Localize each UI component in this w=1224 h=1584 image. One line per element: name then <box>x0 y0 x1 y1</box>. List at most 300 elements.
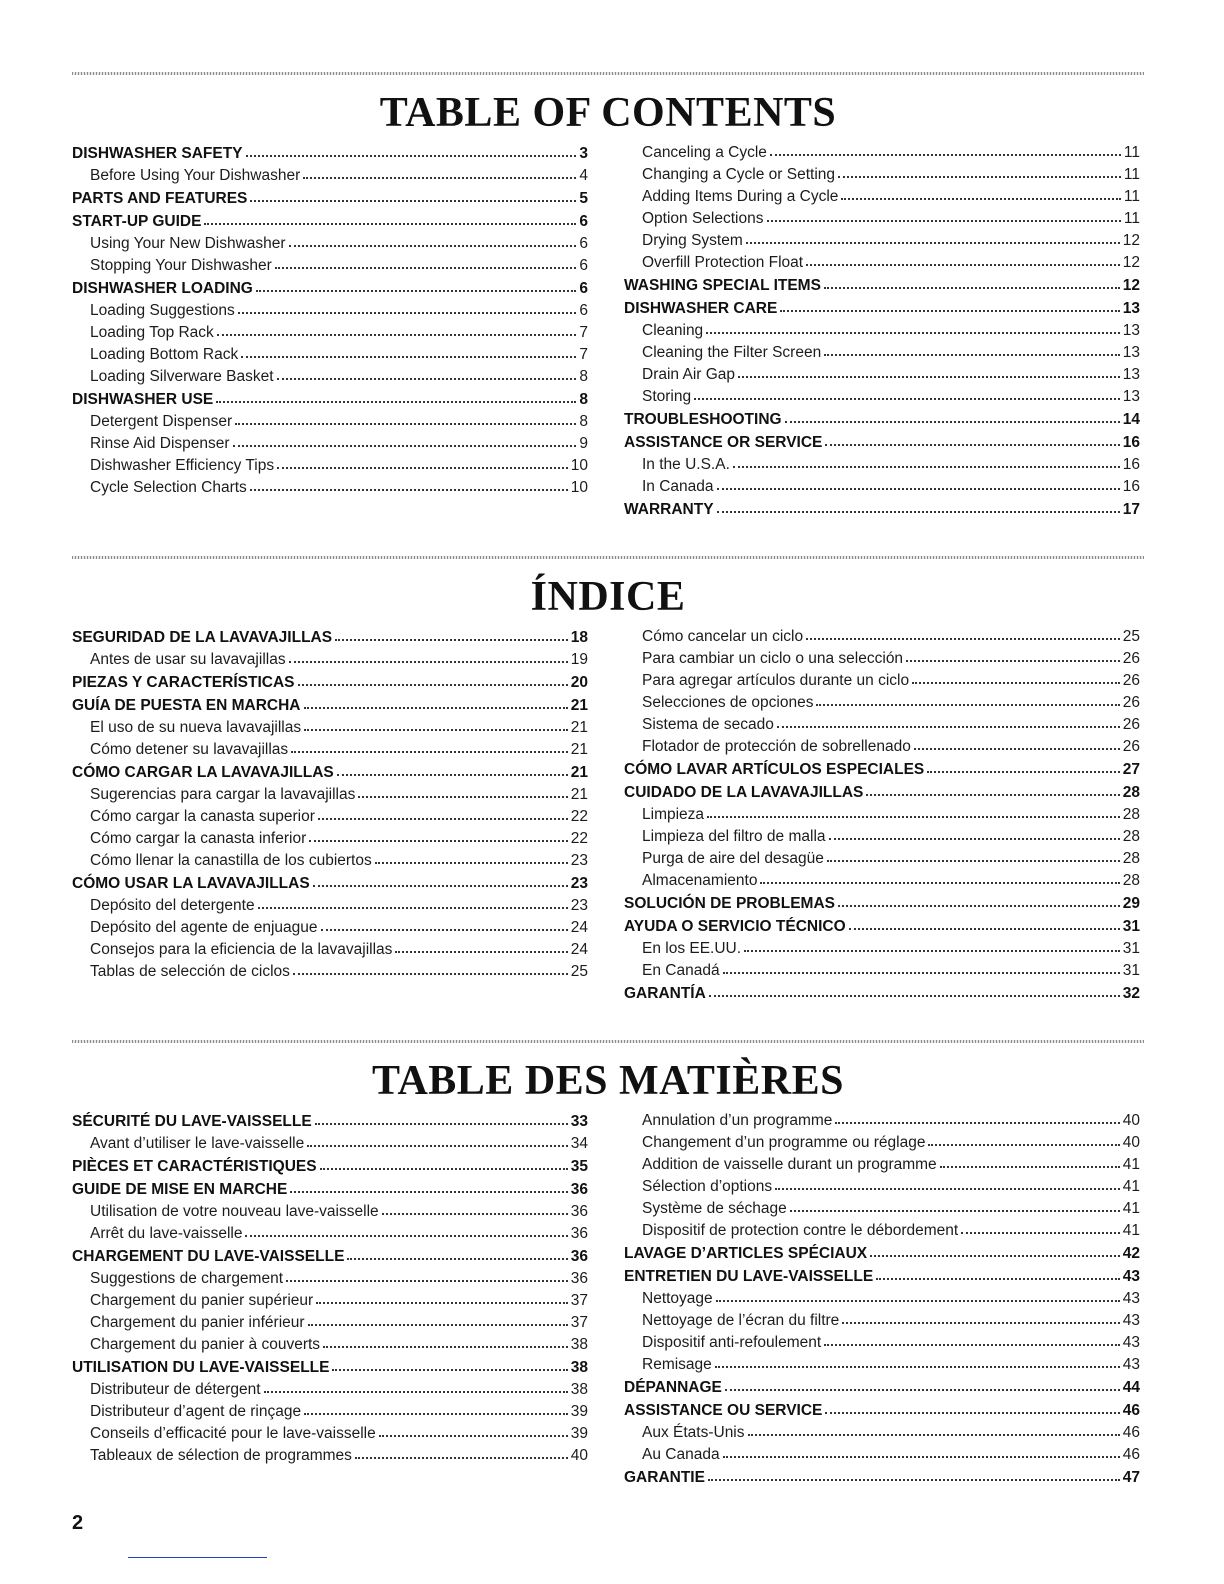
dot-leader <box>835 1122 1119 1124</box>
toc-entry-label: SOLUCIÓN DE PROBLEMAS <box>624 895 835 912</box>
toc-entry-page: 24 <box>570 941 588 958</box>
dot-leader <box>355 1457 568 1459</box>
toc-entry-page: 21 <box>570 697 588 714</box>
toc-heading-entry <box>624 498 1140 521</box>
toc-entry-page: 13 <box>1122 300 1140 317</box>
dot-leader <box>335 639 568 641</box>
dot-leader <box>217 334 577 336</box>
dot-leader <box>717 511 1120 513</box>
toc-entry-label: Loading Top Rack <box>90 324 214 341</box>
dot-leader <box>746 242 1120 244</box>
toc-sub-entry <box>72 1401 588 1423</box>
toc-sub-entry <box>624 1444 1140 1466</box>
dot-leader <box>824 1344 1120 1346</box>
toc-sub-entry <box>72 477 588 499</box>
toc-heading-entry <box>72 1178 588 1201</box>
toc-entry-label: Cómo cancelar un ciclo <box>642 628 804 645</box>
toc-entry-label: In Canada <box>642 478 714 495</box>
toc-heading-entry <box>72 187 588 210</box>
toc-entry-label: START-UP GUIDE <box>72 213 202 230</box>
dot-leader <box>694 398 1120 400</box>
dot-leader <box>264 1391 568 1393</box>
toc-sub-entry <box>624 476 1140 498</box>
toc-entry-label: En los EE.UU. <box>642 940 742 957</box>
toc-entry-page: 22 <box>570 830 588 847</box>
toc-entry-page: 41 <box>1122 1178 1140 1195</box>
toc-entry-page: 10 <box>570 457 588 474</box>
toc-heading-entry <box>72 142 588 165</box>
dot-leader <box>914 748 1120 750</box>
toc-entry-label: Changement d’un programme ou réglage <box>642 1134 926 1151</box>
toc-entry-label: Cleaning <box>642 322 704 339</box>
dot-leader <box>725 1389 1120 1391</box>
toc-entry-page: 38 <box>570 1381 588 1398</box>
toc-entry-label: Drying System <box>642 232 743 249</box>
dot-leader <box>723 1456 1120 1458</box>
dot-leader <box>277 378 577 380</box>
toc-entry-page: 22 <box>570 808 588 825</box>
dot-leader <box>258 907 568 909</box>
toc-entry-page: 14 <box>1122 411 1140 428</box>
toc-entry-page: 36 <box>570 1225 588 1242</box>
toc-sub-entry <box>624 938 1140 960</box>
toc-heading-entry <box>624 892 1140 915</box>
toc-entry-label: ENTRETIEN DU LAVE-VAISSELLE <box>624 1268 874 1285</box>
dot-leader <box>706 332 1120 334</box>
toc-entry-page: 13 <box>1122 388 1140 405</box>
toc-entry-label: Addition de vaisselle durant un programme <box>642 1156 937 1173</box>
dot-leader <box>715 1366 1120 1368</box>
toc-entry-page: 40 <box>570 1447 588 1464</box>
toc-entry-label: Remisage <box>642 1356 712 1373</box>
toc-heading-entry <box>72 872 588 895</box>
toc-entry-label: Option Selections <box>642 210 764 227</box>
dot-leader <box>238 312 577 314</box>
dot-leader <box>790 1210 1120 1212</box>
dot-leader <box>286 1280 568 1282</box>
dot-leader <box>816 704 1119 706</box>
toc-entry-page: 7 <box>579 324 588 341</box>
toc-entry-page: 28 <box>1122 850 1140 867</box>
toc-entry-label: GUIDE DE MISE EN MARCHE <box>72 1181 288 1198</box>
toc-heading-entry <box>624 781 1140 804</box>
toc-heading-entry <box>624 1376 1140 1399</box>
toc-entry-page: 6 <box>579 213 588 230</box>
toc-sub-entry <box>624 804 1140 826</box>
toc-entry-page: 27 <box>1122 761 1140 778</box>
toc-entry-page: 40 <box>1122 1134 1140 1151</box>
toc-entry-label: CÓMO CARGAR LA LAVAVAJILLAS <box>72 764 334 781</box>
toc-entry-label: Para agregar artículos durante un ciclo <box>642 672 910 689</box>
toc-sub-entry <box>72 233 588 255</box>
toc-entry-label: Adding Items During a Cycle <box>642 188 839 205</box>
dot-leader <box>337 774 568 776</box>
toc-entry-label: Cómo cargar la canasta superior <box>90 808 315 825</box>
toc-sub-entry <box>624 320 1140 342</box>
dot-leader <box>313 885 568 887</box>
toc-entry-label: ASSISTANCE OR SERVICE <box>624 434 823 451</box>
toc-entry-label: Nettoyage <box>642 1290 713 1307</box>
toc-entry-page: 13 <box>1122 344 1140 361</box>
toc-entry-page: 11 <box>1123 166 1140 183</box>
toc-sub-entry <box>624 230 1140 252</box>
toc-sub-entry <box>72 322 588 344</box>
toc-entry-label: PIEZAS Y CARACTERÍSTICAS <box>72 674 295 691</box>
toc-entry-page: 16 <box>1122 478 1140 495</box>
toc-sub-entry <box>72 255 588 277</box>
section-title-english: TABLE OF CONTENTS <box>379 90 837 136</box>
toc-entry-page: 8 <box>579 368 588 385</box>
toc-entry-label: PIÈCES ET CARACTÉRISTIQUES <box>72 1158 317 1175</box>
dot-leader <box>241 356 576 358</box>
toc-entry-page: 41 <box>1122 1156 1140 1173</box>
dot-leader <box>806 638 1120 640</box>
toc-entry-label: TROUBLESHOOTING <box>624 411 782 428</box>
toc-heading-entry <box>72 1110 588 1133</box>
toc-column-spanish-right <box>624 626 1140 1005</box>
toc-sub-entry <box>624 626 1140 648</box>
dot-leader <box>304 729 568 731</box>
toc-entry-label: Suggestions de chargement <box>90 1270 284 1287</box>
dot-leader <box>723 972 1120 974</box>
dot-leader <box>827 860 1120 862</box>
toc-entry-page: 13 <box>1122 322 1140 339</box>
toc-entry-label: AYUDA O SERVICIO TÉCNICO <box>624 918 846 935</box>
toc-entry-page: 28 <box>1122 872 1140 889</box>
toc-sub-entry <box>624 164 1140 186</box>
toc-entry-label: Sugerencias para cargar la lavavajillas <box>90 786 356 803</box>
toc-entry-page: 25 <box>570 963 588 980</box>
toc-entry-page: 21 <box>570 764 588 781</box>
toc-sub-entry <box>624 252 1140 274</box>
toc-sub-entry <box>624 1354 1140 1376</box>
toc-entry-label: Cómo cargar la canasta inferior <box>90 830 307 847</box>
toc-entry-page: 36 <box>570 1181 588 1198</box>
toc-column-french-left <box>72 1110 588 1467</box>
toc-sub-entry <box>624 870 1140 892</box>
dot-leader <box>291 751 568 753</box>
dot-leader <box>289 661 568 663</box>
dot-leader <box>707 816 1120 818</box>
toc-sub-entry <box>72 1379 588 1401</box>
toc-heading-entry <box>72 761 588 784</box>
toc-entry-page: 28 <box>1122 828 1140 845</box>
toc-entry-page: 36 <box>570 1248 588 1265</box>
toc-sub-entry <box>72 433 588 455</box>
toc-sub-entry <box>624 1220 1140 1242</box>
toc-entry-label: GARANTIE <box>624 1469 705 1486</box>
toc-entry-page: 17 <box>1122 501 1140 518</box>
toc-sub-entry <box>624 648 1140 670</box>
toc-heading-entry <box>72 671 588 694</box>
toc-sub-entry <box>624 1110 1140 1132</box>
toc-entry-page: 36 <box>570 1270 588 1287</box>
toc-entry-page: 41 <box>1122 1222 1140 1239</box>
toc-entry-page: 8 <box>579 391 588 408</box>
toc-entry-page: 18 <box>570 629 588 646</box>
toc-entry-page: 20 <box>570 674 588 691</box>
toc-sub-entry <box>72 939 588 961</box>
toc-entry-label: In the U.S.A. <box>642 456 730 473</box>
toc-entry-page: 31 <box>1122 940 1140 957</box>
toc-sub-entry <box>624 670 1140 692</box>
dot-leader <box>250 200 576 202</box>
toc-entry-page: 47 <box>1122 1469 1140 1486</box>
toc-entry-label: Au Canada <box>642 1446 720 1463</box>
toc-entry-label: PARTS AND FEATURES <box>72 190 248 207</box>
toc-entry-label: Tablas de selección de ciclos <box>90 963 290 980</box>
toc-column-french-right <box>624 1110 1140 1489</box>
toc-entry-label: ASSISTANCE OU SERVICE <box>624 1402 823 1419</box>
dot-leader <box>347 1258 567 1260</box>
toc-entry-label: CHARGEMENT DU LAVE-VAISSELLE <box>72 1248 345 1265</box>
toc-entry-label: Cómo llenar la canastilla de los cubiertos <box>90 852 372 869</box>
toc-entry-label: Before Using Your Dishwasher <box>90 167 301 184</box>
dot-leader <box>358 796 567 798</box>
dot-leader <box>309 840 568 842</box>
toc-entry-label: Chargement du panier à couverts <box>90 1336 321 1353</box>
toc-sub-entry <box>624 736 1140 758</box>
toc-heading-entry <box>72 210 588 233</box>
toc-entry-page: 35 <box>570 1158 588 1175</box>
toc-entry-label: Antes de usar su lavavajillas <box>90 651 286 668</box>
dot-leader <box>332 1369 567 1371</box>
toc-entry-page: 3 <box>579 145 588 162</box>
toc-entry-label: Système de séchage <box>642 1200 787 1217</box>
dot-leader <box>825 1412 1119 1414</box>
toc-entry-label: Drain Air Gap <box>642 366 736 383</box>
toc-entry-label: Selecciones de opciones <box>642 694 814 711</box>
toc-entry-page: 31 <box>1122 962 1140 979</box>
dot-leader <box>838 176 1121 178</box>
toc-entry-page: 34 <box>570 1135 588 1152</box>
toc-heading-entry <box>624 982 1140 1005</box>
dot-leader <box>829 838 1120 840</box>
dot-leader <box>748 1434 1120 1436</box>
toc-entry-label: Depósito del agente de enjuague <box>90 919 318 936</box>
toc-entry-label: En Canadá <box>642 962 720 979</box>
toc-sub-entry <box>72 455 588 477</box>
toc-entry-label: Detergent Dispenser <box>90 413 233 430</box>
toc-entry-label: Depósito del detergente <box>90 897 255 914</box>
dot-leader <box>290 1191 567 1193</box>
toc-heading-entry <box>624 1466 1140 1489</box>
dot-leader <box>304 707 568 709</box>
dot-leader <box>293 973 568 975</box>
toc-sub-entry <box>624 826 1140 848</box>
toc-sub-entry <box>624 208 1140 230</box>
toc-entry-page: 32 <box>1122 985 1140 1002</box>
dot-leader <box>824 354 1120 356</box>
toc-entry-label: Aux États-Unis <box>642 1424 745 1441</box>
toc-entry-page: 19 <box>570 651 588 668</box>
toc-sub-entry <box>72 165 588 187</box>
toc-sub-entry <box>72 344 588 366</box>
toc-entry-label: Cleaning the Filter Screen <box>642 344 822 361</box>
toc-sub-entry <box>624 848 1140 870</box>
toc-entry-label: Loading Suggestions <box>90 302 235 319</box>
dot-leader <box>275 267 577 269</box>
toc-entry-page: 11 <box>1123 210 1140 227</box>
toc-entry-label: Arrêt du lave-vaisselle <box>90 1225 243 1242</box>
dot-leader <box>315 1123 568 1125</box>
toc-entry-label: Sélection d’options <box>642 1178 773 1195</box>
toc-sub-entry <box>72 1312 588 1334</box>
toc-sub-entry <box>624 714 1140 736</box>
toc-entry-page: 37 <box>570 1292 588 1309</box>
toc-entry-label: Cómo detener su lavavajillas <box>90 741 289 758</box>
toc-sub-entry <box>72 1290 588 1312</box>
dot-leader <box>777 726 1120 728</box>
dot-leader <box>961 1232 1120 1234</box>
toc-entry-page: 43 <box>1122 1268 1140 1285</box>
toc-entry-page: 16 <box>1122 456 1140 473</box>
toc-entry-label: UTILISATION DU LAVE-VAISSELLE <box>72 1359 330 1376</box>
toc-entry-label: SEGURIDAD DE LA LAVAVAJILLAS <box>72 629 333 646</box>
toc-entry-page: 5 <box>579 190 588 207</box>
toc-entry-page: 8 <box>579 413 588 430</box>
dot-leader <box>709 995 1120 997</box>
dot-leader <box>866 794 1119 796</box>
toc-sub-entry <box>624 1154 1140 1176</box>
toc-entry-page: 44 <box>1122 1379 1140 1396</box>
toc-entry-label: Para cambiar un ciclo o una selección <box>642 650 904 667</box>
toc-sub-entry <box>624 1288 1140 1310</box>
toc-entry-page: 36 <box>570 1203 588 1220</box>
toc-entry-page: 38 <box>570 1336 588 1353</box>
toc-entry-label: DISHWASHER SAFETY <box>72 145 243 162</box>
toc-sub-entry <box>624 454 1140 476</box>
dot-leader <box>323 1346 568 1348</box>
toc-entry-label: SÉCURITÉ DU LAVE-VAISSELLE <box>72 1113 312 1130</box>
toc-entry-page: 26 <box>1122 738 1140 755</box>
toc-column-english-left <box>72 142 588 499</box>
dot-leader <box>870 1255 1120 1257</box>
toc-entry-page: 43 <box>1122 1334 1140 1351</box>
toc-entry-label: Distributeur d’agent de rinçage <box>90 1403 302 1420</box>
toc-entry-page: 12 <box>1122 232 1140 249</box>
toc-entry-page: 43 <box>1122 1312 1140 1329</box>
toc-entry-label: Changing a Cycle or Setting <box>642 166 836 183</box>
toc-entry-label: Conseils d’efficacité pour le lave-vaisselle <box>90 1425 376 1442</box>
toc-heading-entry <box>72 1245 588 1268</box>
toc-sub-entry <box>72 1133 588 1155</box>
dot-leader <box>307 1145 568 1147</box>
toc-entry-page: 12 <box>1122 277 1140 294</box>
toc-entry-page: 16 <box>1122 434 1140 451</box>
dot-leader <box>308 1324 568 1326</box>
toc-entry-label: Chargement du panier supérieur <box>90 1292 314 1309</box>
dot-leader <box>316 1302 568 1304</box>
toc-sub-entry <box>624 1198 1140 1220</box>
toc-entry-page: 26 <box>1122 672 1140 689</box>
toc-entry-label: GUÍA DE PUESTA EN MARCHA <box>72 697 301 714</box>
toc-sub-entry <box>72 717 588 739</box>
toc-entry-label: Almacenamiento <box>642 872 758 889</box>
toc-sub-entry <box>72 739 588 761</box>
toc-heading-entry <box>72 277 588 300</box>
toc-sub-entry <box>624 692 1140 714</box>
toc-entry-label: Flotador de protección de sobrellenado <box>642 738 911 755</box>
toc-entry-page: 29 <box>1122 895 1140 912</box>
toc-entry-page: 10 <box>570 479 588 496</box>
dot-leader <box>216 401 576 403</box>
toc-sub-entry <box>624 1310 1140 1332</box>
dot-leader <box>235 423 576 425</box>
dot-leader <box>304 1413 568 1415</box>
dot-leader <box>876 1278 1120 1280</box>
dot-leader <box>912 682 1120 684</box>
dot-leader <box>842 1322 1119 1324</box>
toc-entry-label: Dispositif anti-refoulement <box>642 1334 822 1351</box>
toc-entry-page: 25 <box>1122 628 1140 645</box>
toc-sub-entry <box>624 960 1140 982</box>
toc-entry-page: 11 <box>1123 188 1140 205</box>
toc-sub-entry <box>624 364 1140 386</box>
toc-entry-page: 42 <box>1122 1245 1140 1262</box>
toc-entry-label: Limpieza del filtro de malla <box>642 828 826 845</box>
dot-leader <box>246 155 577 157</box>
toc-entry-page: 26 <box>1122 716 1140 733</box>
toc-sub-entry <box>72 300 588 322</box>
toc-heading-entry <box>624 1265 1140 1288</box>
toc-entry-label: Canceling a Cycle <box>642 144 767 161</box>
dot-leader <box>382 1213 568 1215</box>
toc-entry-label: CUIDADO DE LA LAVAVAJILLAS <box>624 784 864 801</box>
toc-entry-label: Sistema de secado <box>642 716 774 733</box>
toc-sub-entry <box>72 895 588 917</box>
toc-entry-page: 23 <box>570 875 588 892</box>
toc-entry-label: Storing <box>642 388 692 405</box>
toc-entry-page: 7 <box>579 346 588 363</box>
dot-leader <box>780 310 1119 312</box>
toc-heading-entry <box>624 274 1140 297</box>
toc-entry-label: LAVAGE D’ARTICLES SPÉCIAUX <box>624 1245 868 1262</box>
dot-leader <box>250 489 568 491</box>
toc-column-english-right <box>624 142 1140 521</box>
toc-entry-label: Stopping Your Dishwasher <box>90 257 272 274</box>
toc-heading-entry <box>624 1242 1140 1265</box>
dot-leader <box>379 1435 568 1437</box>
toc-entry-label: Nettoyage de l’écran du filtre <box>642 1312 840 1329</box>
toc-entry-page: 26 <box>1122 650 1140 667</box>
dot-leader <box>318 818 568 820</box>
toc-entry-page: 37 <box>570 1314 588 1331</box>
toc-entry-page: 46 <box>1122 1446 1140 1463</box>
section-title-spanish: ÍNDICE <box>530 574 686 620</box>
toc-entry-page: 21 <box>570 719 588 736</box>
dot-leader <box>717 488 1120 490</box>
dot-leader <box>303 177 576 179</box>
toc-sub-entry <box>624 1176 1140 1198</box>
toc-entry-label: DISHWASHER USE <box>72 391 214 408</box>
toc-column-spanish-left <box>72 626 588 983</box>
toc-entry-page: 41 <box>1122 1200 1140 1217</box>
toc-entry-label: Using Your New Dishwasher <box>90 235 286 252</box>
toc-entry-label: DÉPANNAGE <box>624 1379 722 1396</box>
toc-sub-entry <box>624 1132 1140 1154</box>
dot-leader <box>289 245 577 247</box>
dot-leader <box>320 1168 568 1170</box>
section-divider <box>72 72 1144 75</box>
toc-entry-page: 40 <box>1122 1112 1140 1129</box>
dot-leader <box>927 771 1119 773</box>
toc-entry-page: 31 <box>1122 918 1140 935</box>
section-divider <box>72 556 1144 559</box>
toc-entry-label: Annulation d’un programme <box>642 1112 833 1129</box>
dot-leader <box>770 154 1121 156</box>
toc-entry-label: CÓMO USAR LA LAVAVAJILLAS <box>72 875 310 892</box>
